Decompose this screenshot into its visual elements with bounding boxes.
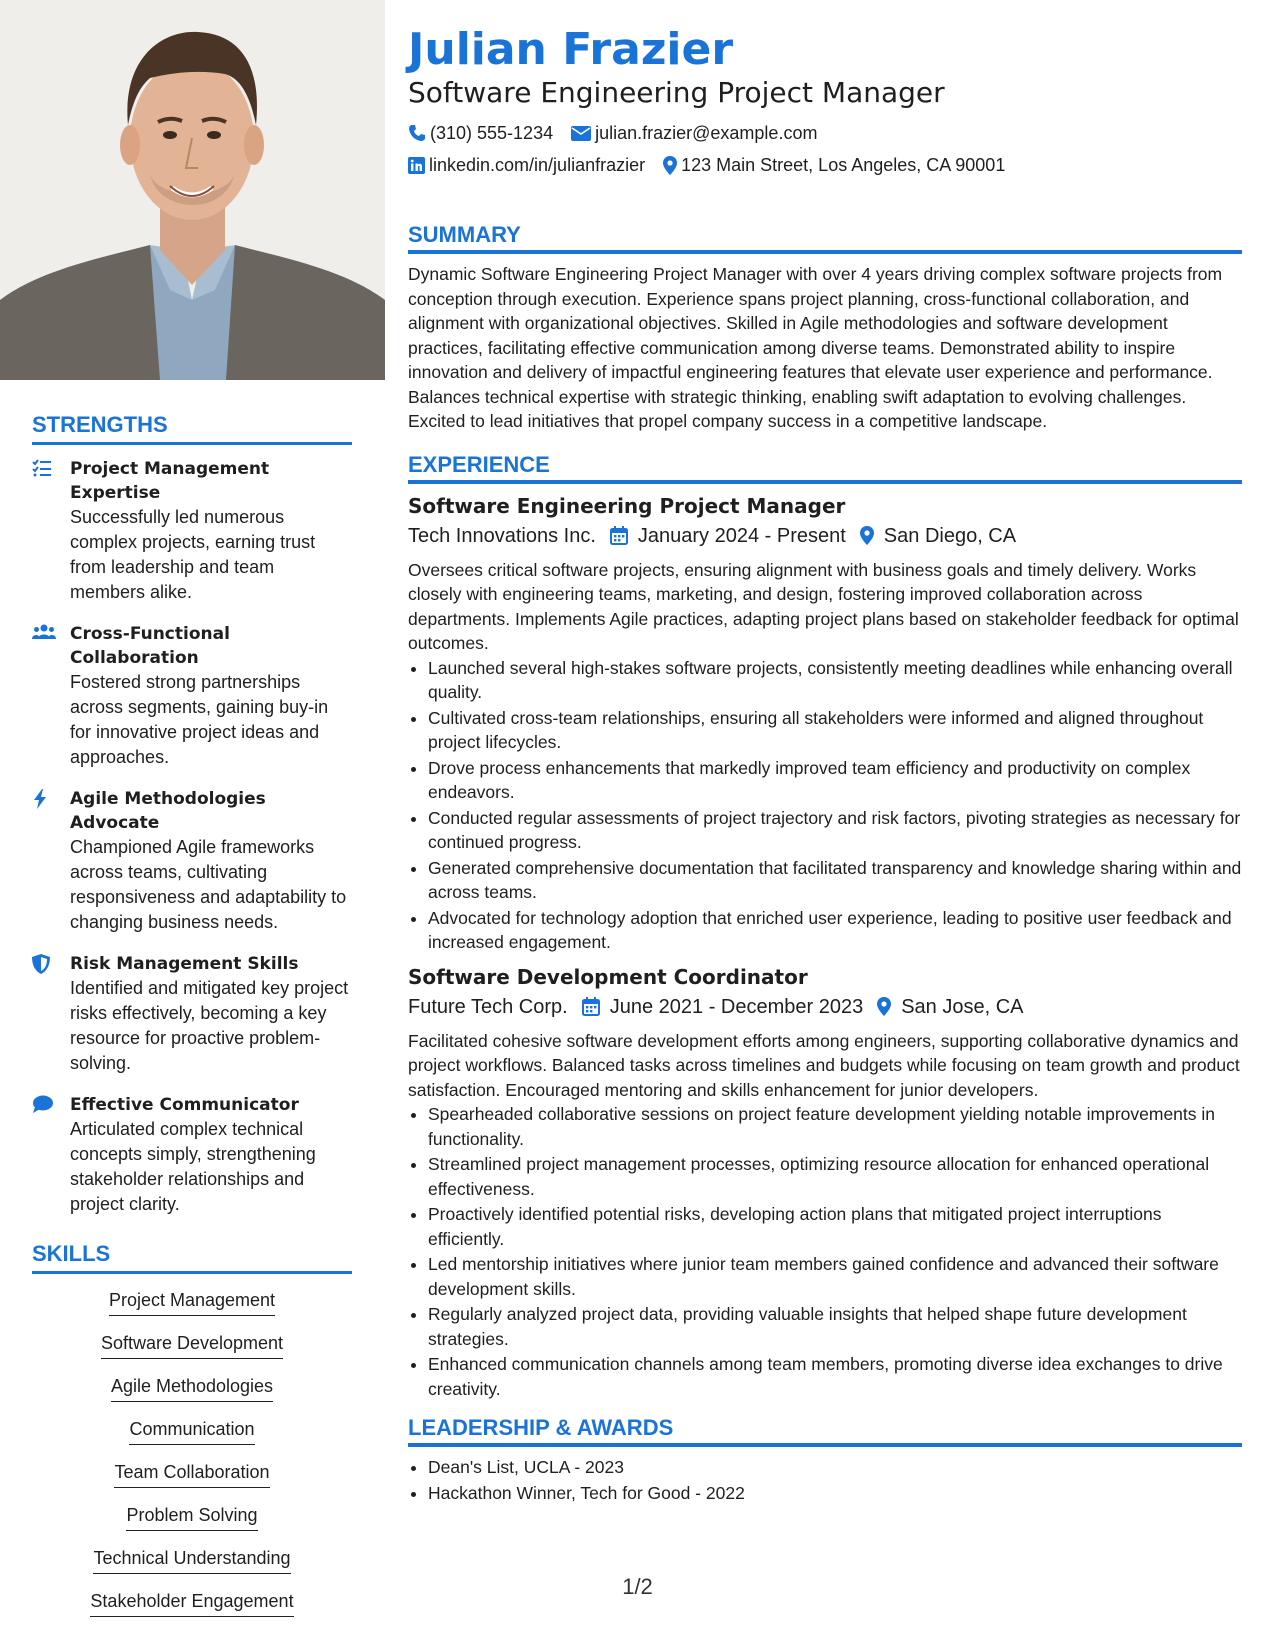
strength-title: Risk Management Skills bbox=[70, 954, 299, 974]
skill-item: Team Collaboration bbox=[114, 1460, 269, 1488]
strength-title: Cross-Functional Collaboration bbox=[70, 624, 230, 668]
linkedin-icon bbox=[408, 157, 425, 174]
strengths-heading: STRENGTHS bbox=[32, 412, 352, 445]
strength-desc: Fostered strong partnerships across segments, gaining buy-in for innovative project ideas and approaches. bbox=[70, 672, 329, 767]
job-dates: June 2021 - December 2023 bbox=[609, 995, 864, 1018]
job-meta bbox=[408, 520, 1242, 552]
skill-item: Agile Methodologies bbox=[111, 1374, 273, 1402]
phone-text: (310) 555-1234 bbox=[430, 123, 554, 143]
strength-desc: Articulated complex technical concepts simply, strengthening stakeholder relationships and project clarity. bbox=[70, 1119, 316, 1214]
job-bullet: • Streamlined project management processes, optimizing resource allocation for enhanced operational effectiveness. bbox=[428, 1152, 1242, 1201]
calendar-icon bbox=[610, 526, 628, 545]
contact-row bbox=[408, 120, 1242, 146]
phone-icon bbox=[408, 124, 426, 142]
job-bullets bbox=[408, 656, 1242, 955]
job-title: Software Development Coordinator bbox=[408, 964, 808, 989]
job-bullet: • Conducted regular assessments of project trajectory and risk factors, pivoting strategies as necessary for continued progress. bbox=[428, 806, 1242, 855]
job-bullet: • Cultivated cross-team relationships, ensuring all stakeholders were informed and aligned throughout project lifecycles. bbox=[428, 706, 1242, 755]
award-item: • Hackathon Winner, Tech for Good - 2022 bbox=[428, 1481, 1242, 1506]
skill-item: Project Management bbox=[109, 1288, 275, 1316]
job-bullet: • Drove process enhancements that markedly improved team efficiency and productivity on complex endeavors. bbox=[428, 756, 1242, 805]
strength-title: Project Management Expertise bbox=[70, 459, 270, 503]
users-icon bbox=[32, 622, 70, 770]
strength-desc: Identified and mitigated key project risks effectively, becoming a key resource for proactive problem-solving. bbox=[70, 978, 349, 1073]
page-number: 1/2 bbox=[622, 1574, 653, 1599]
skills-heading: SKILLS bbox=[32, 1241, 352, 1274]
job-bullet: • Spearheaded collaborative sessions on project feature development yielding notable improvements in functionality. bbox=[428, 1102, 1242, 1151]
strength-item bbox=[32, 457, 352, 605]
award-item: • Dean's List, UCLA - 2023 bbox=[428, 1455, 1242, 1480]
job-title: Software Engineering Project Manager bbox=[408, 493, 846, 518]
skill-item: Stakeholder Engagement bbox=[90, 1589, 293, 1617]
bolt-icon bbox=[32, 787, 70, 935]
chat-bubble-icon bbox=[32, 1093, 70, 1217]
linkedin-contact[interactable] bbox=[408, 152, 645, 178]
phone-contact[interactable] bbox=[408, 120, 553, 146]
job-location: San Diego, CA bbox=[883, 524, 1017, 547]
strength-item bbox=[32, 1093, 352, 1217]
address-contact bbox=[663, 152, 1005, 178]
job-bullet: • Generated comprehensive documentation that facilitated transparency and knowledge sharing within and across teams. bbox=[428, 856, 1242, 905]
strength-title: Effective Communicator bbox=[70, 1095, 299, 1115]
job-company: Future Tech Corp. bbox=[408, 995, 568, 1018]
sidebar bbox=[0, 0, 385, 1650]
job-description: Oversees critical software projects, ensuring alignment with business goals and timely delivery. Works closely with engineering teams, marketing, and design, fostering improved collaboration across departments. Implements Agile practices, adapting project plans based on stakeholder feedback for optimal outcomes. bbox=[408, 559, 1239, 653]
email-text: julian.frazier@example.com bbox=[595, 123, 818, 143]
summary-text: Dynamic Software Engineering Project Manager with over 4 years driving complex software projects from conception through execution. Experience spans project planning, cross-functional collaboration, and alignment with organizational objectives. Skilled in Agile methodologies and software development practices, facilitating effective communication among diverse teams. Demonstrated ability to inspire innovation and delivery of impactful engineering features that elevate user experience and performance. Balances technical expertise with strategic thinking, enabling swift adaptation to evolving challenges. Excited to lead initiatives that propel company success in a competitive landscape. bbox=[408, 264, 1223, 431]
candidate-name: Julian Frazier bbox=[408, 24, 734, 75]
job-location: San Jose, CA bbox=[901, 995, 1024, 1018]
address-text: 123 Main Street, Los Angeles, CA 90001 bbox=[681, 155, 1006, 175]
contact-row bbox=[408, 152, 1242, 178]
experience-heading: EXPERIENCE bbox=[408, 452, 1242, 484]
checklist-icon bbox=[32, 457, 70, 605]
job-company: Tech Innovations Inc. bbox=[408, 524, 596, 547]
awards-list bbox=[408, 1455, 1242, 1505]
skill-item: Communication bbox=[129, 1417, 254, 1445]
job-bullet: • Enhanced communication channels among team members, promoting diverse idea exchanges to drive creativity. bbox=[428, 1352, 1242, 1401]
envelope-icon bbox=[571, 126, 591, 141]
job-bullet: • Regularly analyzed project data, providing valuable insights that helped shape future development strategies. bbox=[428, 1302, 1242, 1351]
strength-item bbox=[32, 952, 352, 1076]
linkedin-text: linkedin.com/in/julianfrazier bbox=[429, 155, 646, 175]
profile-photo bbox=[0, 0, 385, 380]
job-bullet: • Launched several high-stakes software projects, consistently meeting deadlines while enhancing overall quality. bbox=[428, 656, 1242, 705]
strength-title: Agile Methodologies Advocate bbox=[70, 789, 266, 833]
skill-item: Technical Understanding bbox=[93, 1546, 290, 1574]
job-entry bbox=[408, 963, 1242, 1402]
job-entry bbox=[408, 492, 1242, 955]
job-bullet: • Advocated for technology adoption that enriched user experience, leading to positive user feedback and increased engagement. bbox=[428, 906, 1242, 955]
map-pin-icon bbox=[877, 997, 891, 1016]
job-bullet: • Led mentorship initiatives where junior team members gained confidence and advanced their software development skills. bbox=[428, 1252, 1242, 1301]
strength-desc: Championed Agile frameworks across teams, cultivating responsiveness and adaptability to changing business needs. bbox=[70, 837, 347, 932]
job-meta bbox=[408, 991, 1242, 1023]
candidate-role: Software Engineering Project Manager bbox=[408, 76, 945, 109]
calendar-icon bbox=[582, 997, 600, 1016]
skill-item: Problem Solving bbox=[126, 1503, 257, 1531]
skill-item: Software Development bbox=[101, 1331, 283, 1359]
strength-item bbox=[32, 787, 352, 935]
awards-heading: LEADERSHIP & AWARDS bbox=[408, 1415, 1242, 1447]
job-description: Facilitated cohesive software development efforts among engineers, supporting collaborative dynamics and project workflows. Balanced tasks across timelines and budgets while focusing on team growth and product satisfaction. Encouraged mentoring and skills enhancement for junior developers. bbox=[408, 1030, 1240, 1100]
strength-item bbox=[32, 622, 352, 770]
map-pin-icon bbox=[860, 526, 874, 545]
map-pin-icon bbox=[663, 156, 677, 175]
shield-icon bbox=[32, 952, 70, 1076]
strength-desc: Successfully led numerous complex projects, earning trust from leadership and team members alike. bbox=[70, 507, 316, 602]
email-contact[interactable] bbox=[571, 120, 817, 146]
main-content bbox=[408, 24, 1242, 1513]
job-dates: January 2024 - Present bbox=[637, 524, 846, 547]
job-bullet: • Proactively identified potential risks, developing action plans that mitigated project interruptions efficiently. bbox=[428, 1202, 1242, 1251]
job-bullets bbox=[408, 1102, 1242, 1401]
summary-heading: SUMMARY bbox=[408, 222, 1242, 254]
